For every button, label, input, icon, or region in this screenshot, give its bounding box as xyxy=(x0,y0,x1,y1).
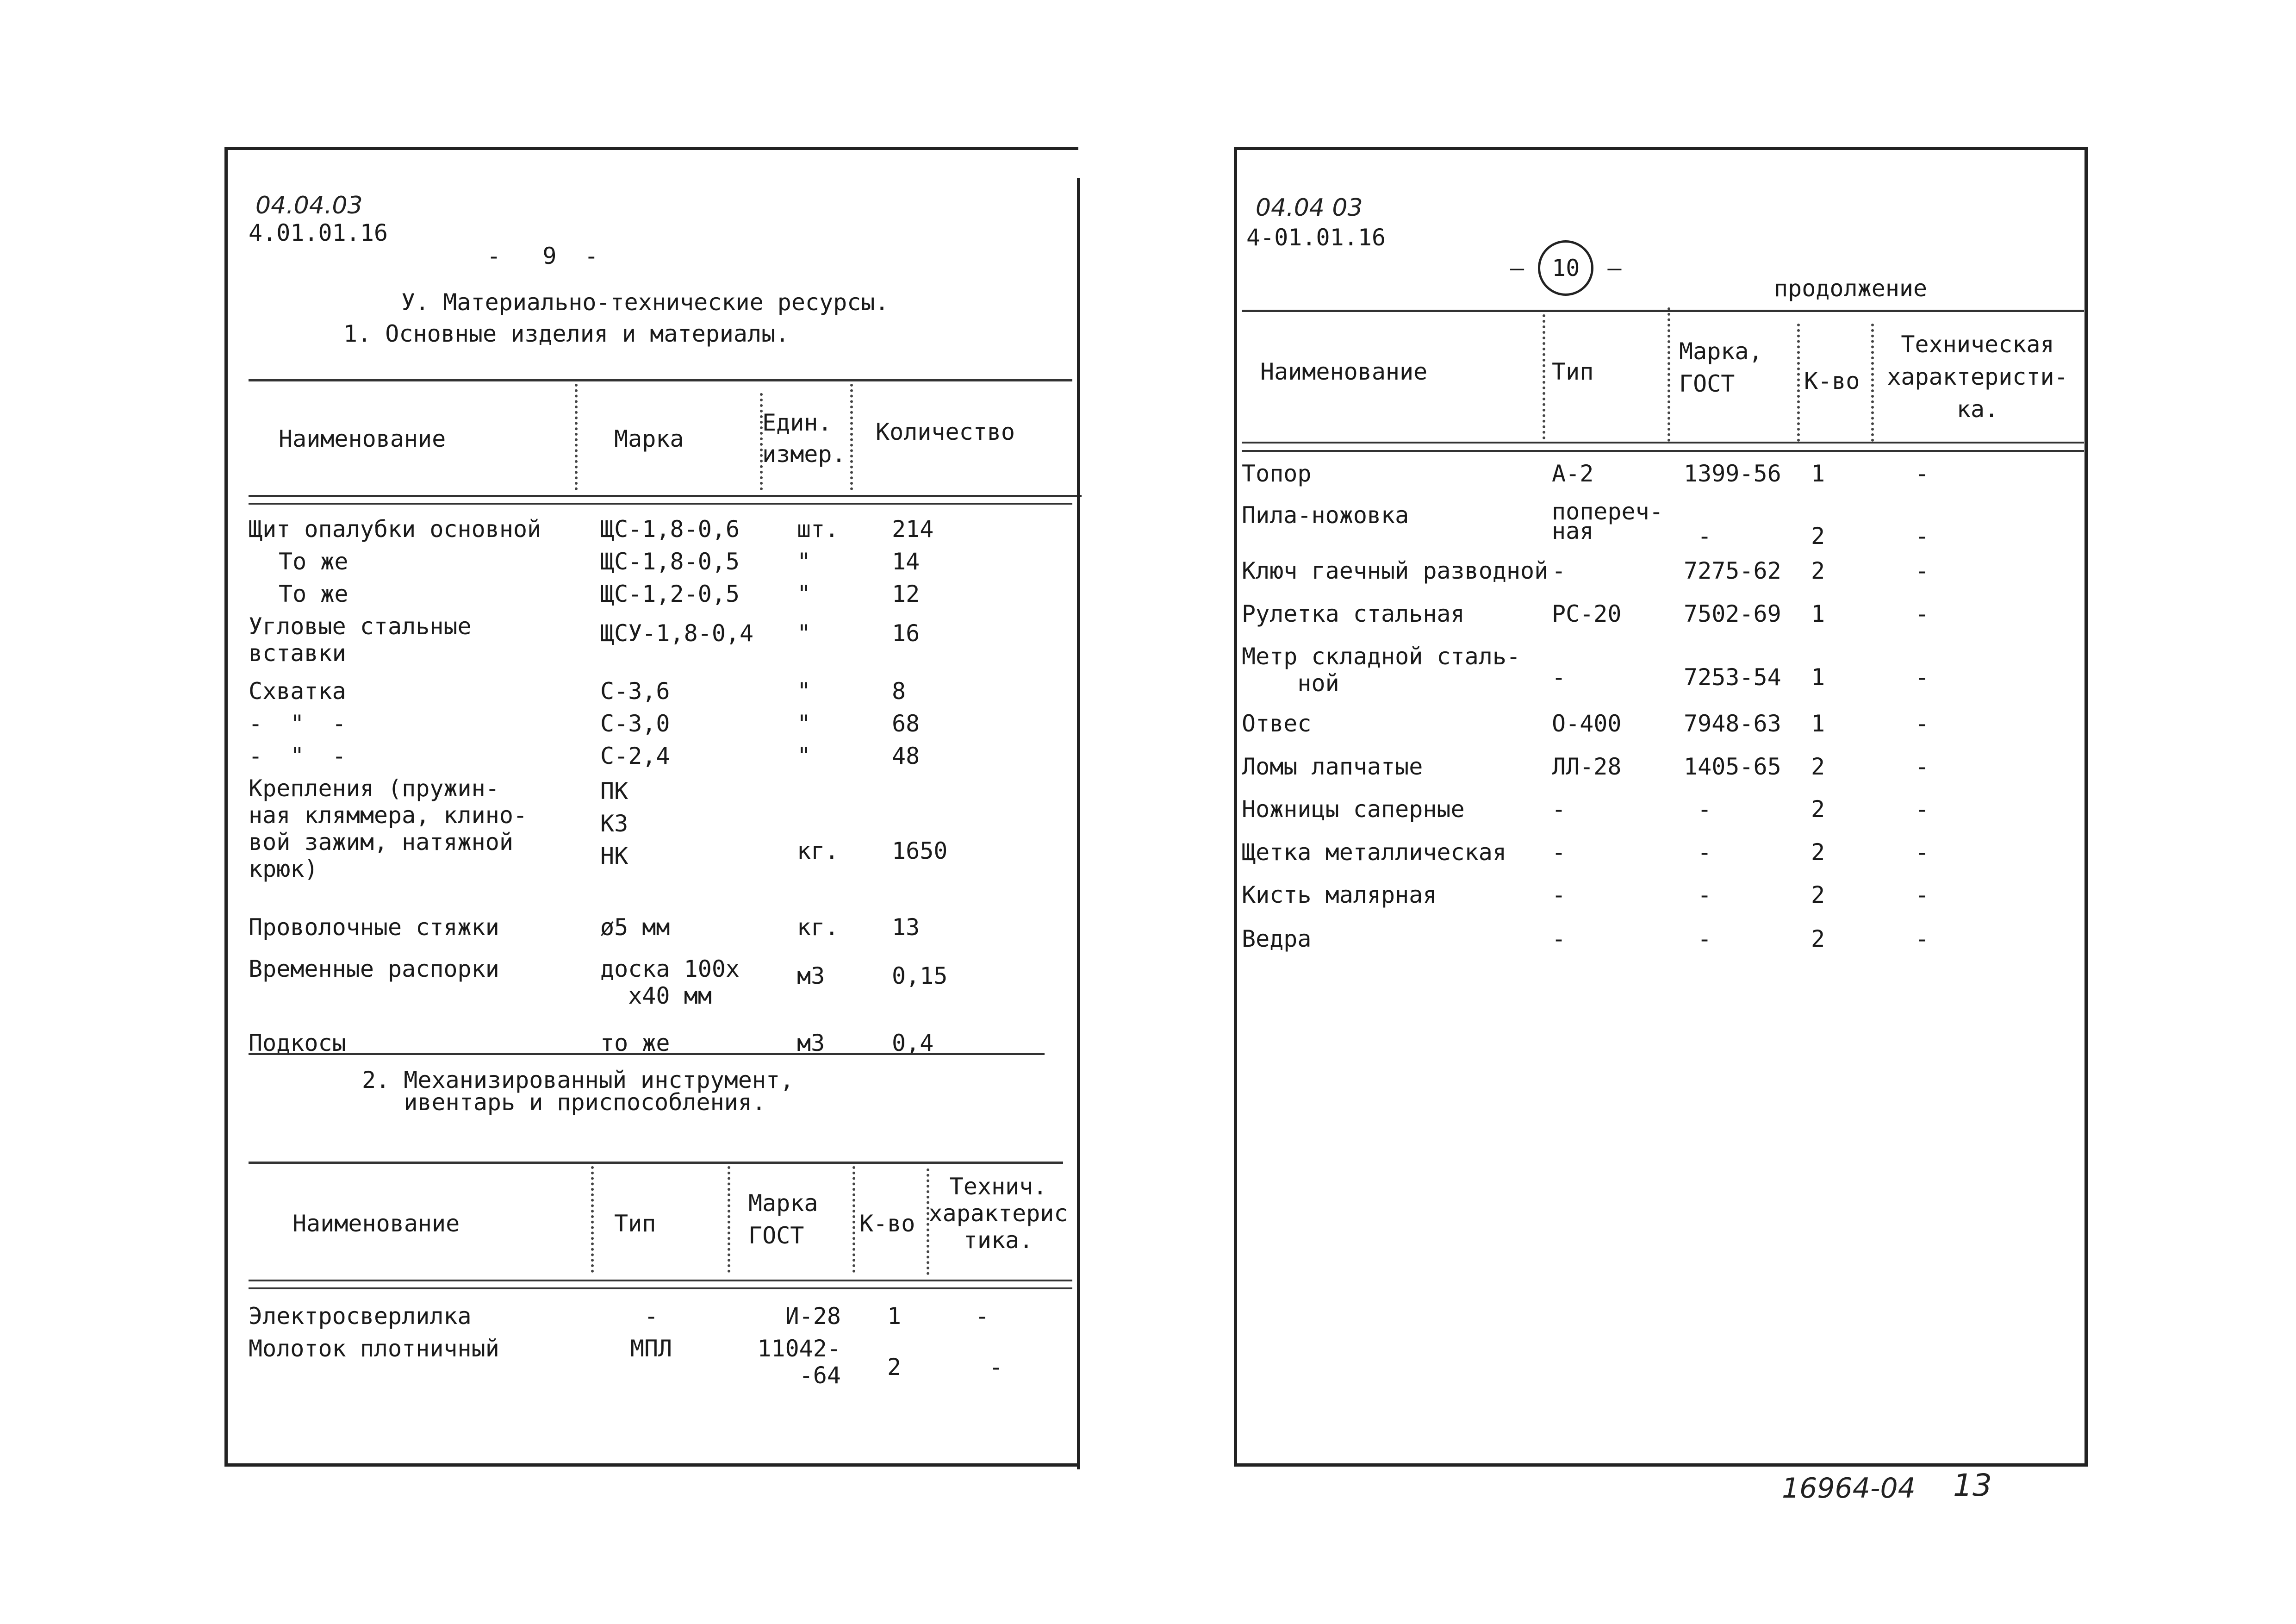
t3-tech-cell: - xyxy=(1915,796,1929,823)
t3-type-cell: - xyxy=(1552,796,1566,823)
table-header-gost: Марка ГОСТ xyxy=(748,1190,818,1249)
t2-tech-cell: - xyxy=(975,1303,989,1330)
t1-name-cell: Схватка xyxy=(249,678,346,705)
t3-tech-cell: - xyxy=(1915,523,1929,550)
t1-unit-cell: " xyxy=(797,620,811,647)
t1-qty-cell: 1650 xyxy=(892,837,948,864)
t1-name-cell: Щит опалубки основной xyxy=(249,516,541,543)
t1-qty-cell: 8 xyxy=(892,678,906,705)
doc-code: 4-01.01.16 xyxy=(1246,224,1386,251)
page-number-circle: 10 xyxy=(1538,240,1593,296)
t1-name-cell: - " - xyxy=(249,710,346,737)
column-divider xyxy=(575,384,580,490)
t1-qty-cell: 16 xyxy=(892,620,920,647)
t3-qty-cell: 1 xyxy=(1811,600,1825,627)
subsection-title: 1. Основные изделия и материалы. xyxy=(343,320,790,347)
t3-qty-cell: 2 xyxy=(1811,925,1825,952)
continuation-label: продолжение xyxy=(1774,275,1928,302)
t3-qty-cell: 2 xyxy=(1811,523,1825,550)
t1-unit-cell: м3 xyxy=(797,1030,825,1056)
t1-mark-cell: ПК КЗ НК xyxy=(600,778,628,869)
t3-tech-cell: - xyxy=(1915,600,1929,627)
t1-unit-cell: " xyxy=(797,581,811,607)
t2-qty-cell: 1 xyxy=(887,1303,902,1330)
t1-name-cell: - " - xyxy=(249,743,346,769)
t3-gost-cell: 1399-56 xyxy=(1684,460,1781,487)
column-divider xyxy=(1668,307,1673,442)
t3-tech-cell: - xyxy=(1915,753,1929,780)
t3-gost-cell: - xyxy=(1698,925,1712,952)
t3-type-cell: РС-20 xyxy=(1552,600,1622,627)
t3-type-cell: А-2 xyxy=(1552,460,1594,487)
t1-mark-cell: ЩС-1,8-0,5 xyxy=(600,548,740,575)
t1-unit-cell: кг. xyxy=(797,914,839,941)
t3-tech-cell: - xyxy=(1915,881,1929,908)
t3-gost-cell: 1405-65 xyxy=(1684,753,1781,780)
table-header-quantity: Количество xyxy=(876,418,1015,445)
t3-name-cell: Метр складной сталь- ной xyxy=(1242,643,1521,697)
footer-code: 16964-04 xyxy=(1782,1472,1916,1505)
section-title: У. Материально-технические ресурсы. xyxy=(401,289,889,316)
t1-qty-cell: 14 xyxy=(892,548,920,575)
t1-qty-cell: 0,15 xyxy=(892,962,948,989)
t1-mark-cell: ЩСУ-1,8-0,4 xyxy=(600,620,754,647)
t3-gost-cell: 7502-69 xyxy=(1684,600,1781,627)
column-divider xyxy=(728,1166,733,1273)
t3-tech-cell: - xyxy=(1915,710,1929,737)
t3-name-cell: Рулетка стальная xyxy=(1242,600,1465,627)
t2-type-cell: МПЛ xyxy=(630,1335,672,1362)
t2-tech-cell: - xyxy=(989,1354,1003,1380)
table-header-quantity: К-во xyxy=(1804,368,1860,394)
t1-name-cell: Подкосы xyxy=(249,1030,346,1056)
t2-type-cell: - xyxy=(644,1303,659,1330)
page-number: - 9 - xyxy=(487,243,598,269)
table-header-name: Наименование xyxy=(292,1210,460,1237)
left-page xyxy=(224,147,1078,1467)
table-header-gost: Марка, ГОСТ xyxy=(1679,338,1763,397)
t1-mark-cell: то же xyxy=(600,1030,670,1056)
t3-name-cell: Пила-ножовка xyxy=(1242,502,1409,529)
t3-gost-cell: 7275-62 xyxy=(1684,557,1781,584)
t3-type-cell: - xyxy=(1552,839,1566,866)
t1-unit-cell: " xyxy=(797,743,811,769)
t3-name-cell: Ломы лапчатые xyxy=(1242,753,1423,780)
t3-qty-cell: 1 xyxy=(1811,710,1825,737)
t3-gost-cell: 7253-54 xyxy=(1684,664,1781,691)
table-rule xyxy=(249,1053,1045,1055)
t1-mark-cell: доска 100х х40 мм xyxy=(600,956,740,1009)
table-header-type: Тип xyxy=(1552,358,1594,385)
table-header-name: Наименование xyxy=(279,425,446,452)
t1-qty-cell: 12 xyxy=(892,581,920,607)
t1-name-cell: Крепления (пружин- ная кляммера, клино- вой зажим, натяжной крюк) xyxy=(249,775,528,882)
t1-qty-cell: 13 xyxy=(892,914,920,941)
t3-tech-cell: - xyxy=(1915,664,1929,691)
t3-tech-cell: - xyxy=(1915,925,1929,952)
column-divider xyxy=(591,1166,597,1273)
table-header-name: Наименование xyxy=(1260,358,1428,385)
t1-unit-cell: " xyxy=(797,548,811,575)
table-rule xyxy=(1242,442,2084,443)
stamp-code: 04.04 03 xyxy=(1256,194,1363,222)
t2-name-cell: Молоток плотничный xyxy=(249,1335,499,1362)
t3-qty-cell: 1 xyxy=(1811,664,1825,691)
t3-tech-cell: - xyxy=(1915,839,1929,866)
stamp-code: 04.04.03 xyxy=(255,192,363,219)
column-divider xyxy=(852,1166,858,1273)
t3-qty-cell: 2 xyxy=(1811,881,1825,908)
table-header-unit: Един. измер. xyxy=(762,409,846,468)
t2-gost-cell: 11042- -64 xyxy=(757,1335,841,1389)
t1-unit-cell: кг. xyxy=(797,837,839,864)
column-divider xyxy=(1797,324,1803,442)
t3-type-cell: - xyxy=(1552,664,1566,691)
table-header-tech: Технич. характерис тика. xyxy=(928,1173,1068,1254)
t3-name-cell: Кисть малярная xyxy=(1242,881,1437,908)
table-header-type: Тип xyxy=(614,1210,656,1237)
t3-qty-cell: 2 xyxy=(1811,557,1825,584)
t1-qty-cell: 48 xyxy=(892,743,920,769)
t3-name-cell: Щетка металлическая xyxy=(1242,839,1506,866)
t1-name-cell: Временные распорки xyxy=(249,956,499,982)
t3-qty-cell: 2 xyxy=(1811,796,1825,823)
t3-qty-cell: 1 xyxy=(1811,460,1825,487)
t3-type-cell: попереч- ная xyxy=(1552,498,1663,544)
t3-type-cell: - xyxy=(1552,881,1566,908)
table-rule xyxy=(1242,450,2084,452)
table-rule xyxy=(1242,310,2084,312)
t1-name-cell: Проволочные стяжки xyxy=(249,914,499,941)
t3-name-cell: Ключ гаечный разводной xyxy=(1242,557,1549,584)
table-rule xyxy=(249,495,1082,497)
t1-unit-cell: " xyxy=(797,678,811,705)
t1-qty-cell: 214 xyxy=(892,516,934,543)
page-number: – 10 – xyxy=(1510,240,1621,296)
t1-qty-cell: 68 xyxy=(892,710,920,737)
t1-mark-cell: С-2,4 xyxy=(600,743,670,769)
t3-type-cell: ЛЛ-28 xyxy=(1552,753,1622,780)
table-rule xyxy=(249,1287,1072,1289)
t3-tech-cell: - xyxy=(1915,460,1929,487)
right-page xyxy=(1234,147,2088,1467)
t3-name-cell: Ножницы саперные xyxy=(1242,796,1465,823)
t1-unit-cell: " xyxy=(797,710,811,737)
t3-gost-cell: 7948-63 xyxy=(1684,710,1781,737)
table-rule xyxy=(249,1280,1072,1281)
table-header-quantity: К-во xyxy=(859,1210,915,1237)
subsection-title: 2. Механизированный инструмент, ивентарь и приспособления. xyxy=(362,1067,794,1116)
t1-qty-cell: 0,4 xyxy=(892,1030,934,1056)
t1-mark-cell: С-3,6 xyxy=(600,678,670,705)
t1-mark-cell: ø5 мм xyxy=(600,914,670,941)
t1-unit-cell: шт. xyxy=(797,516,839,543)
table-rule xyxy=(249,503,1072,505)
doc-code: 4.01.01.16 xyxy=(249,219,388,246)
t1-unit-cell: м3 xyxy=(797,962,825,989)
t3-type-cell: - xyxy=(1552,925,1566,952)
t1-name-cell: Угловые стальные вставки xyxy=(249,613,472,667)
t1-name-cell: То же xyxy=(279,581,348,607)
column-divider xyxy=(1543,314,1548,439)
t3-name-cell: Отвес xyxy=(1242,710,1312,737)
t3-name-cell: Топор xyxy=(1242,460,1312,487)
t3-name-cell: Ведра xyxy=(1242,925,1312,952)
t1-mark-cell: ЩС-1,2-0,5 xyxy=(600,581,740,607)
t3-tech-cell: - xyxy=(1915,557,1929,584)
t3-qty-cell: 2 xyxy=(1811,753,1825,780)
t3-gost-cell: - xyxy=(1698,881,1712,908)
footer-page: 13 xyxy=(1953,1468,1992,1503)
table-header-tech: Техническая характеристи- ка. xyxy=(1887,331,2068,423)
table-rule xyxy=(249,1162,1063,1164)
t1-mark-cell: ЩС-1,8-0,6 xyxy=(600,516,740,543)
t3-type-cell: - xyxy=(1552,557,1566,584)
t1-mark-cell: С-3,0 xyxy=(600,710,670,737)
t1-name-cell: То же xyxy=(279,548,348,575)
table-header-mark: Марка xyxy=(614,425,684,452)
t3-gost-cell: - xyxy=(1698,839,1712,866)
t2-name-cell: Электросверлилка xyxy=(249,1303,472,1330)
t3-gost-cell: - xyxy=(1698,796,1712,823)
t3-gost-cell: - xyxy=(1698,523,1712,550)
table-rule xyxy=(249,379,1072,381)
column-divider xyxy=(850,384,856,490)
t3-type-cell: О-400 xyxy=(1552,710,1622,737)
t3-qty-cell: 2 xyxy=(1811,839,1825,866)
t2-qty-cell: 2 xyxy=(887,1354,902,1380)
t2-gost-cell: И-28 xyxy=(785,1303,841,1330)
